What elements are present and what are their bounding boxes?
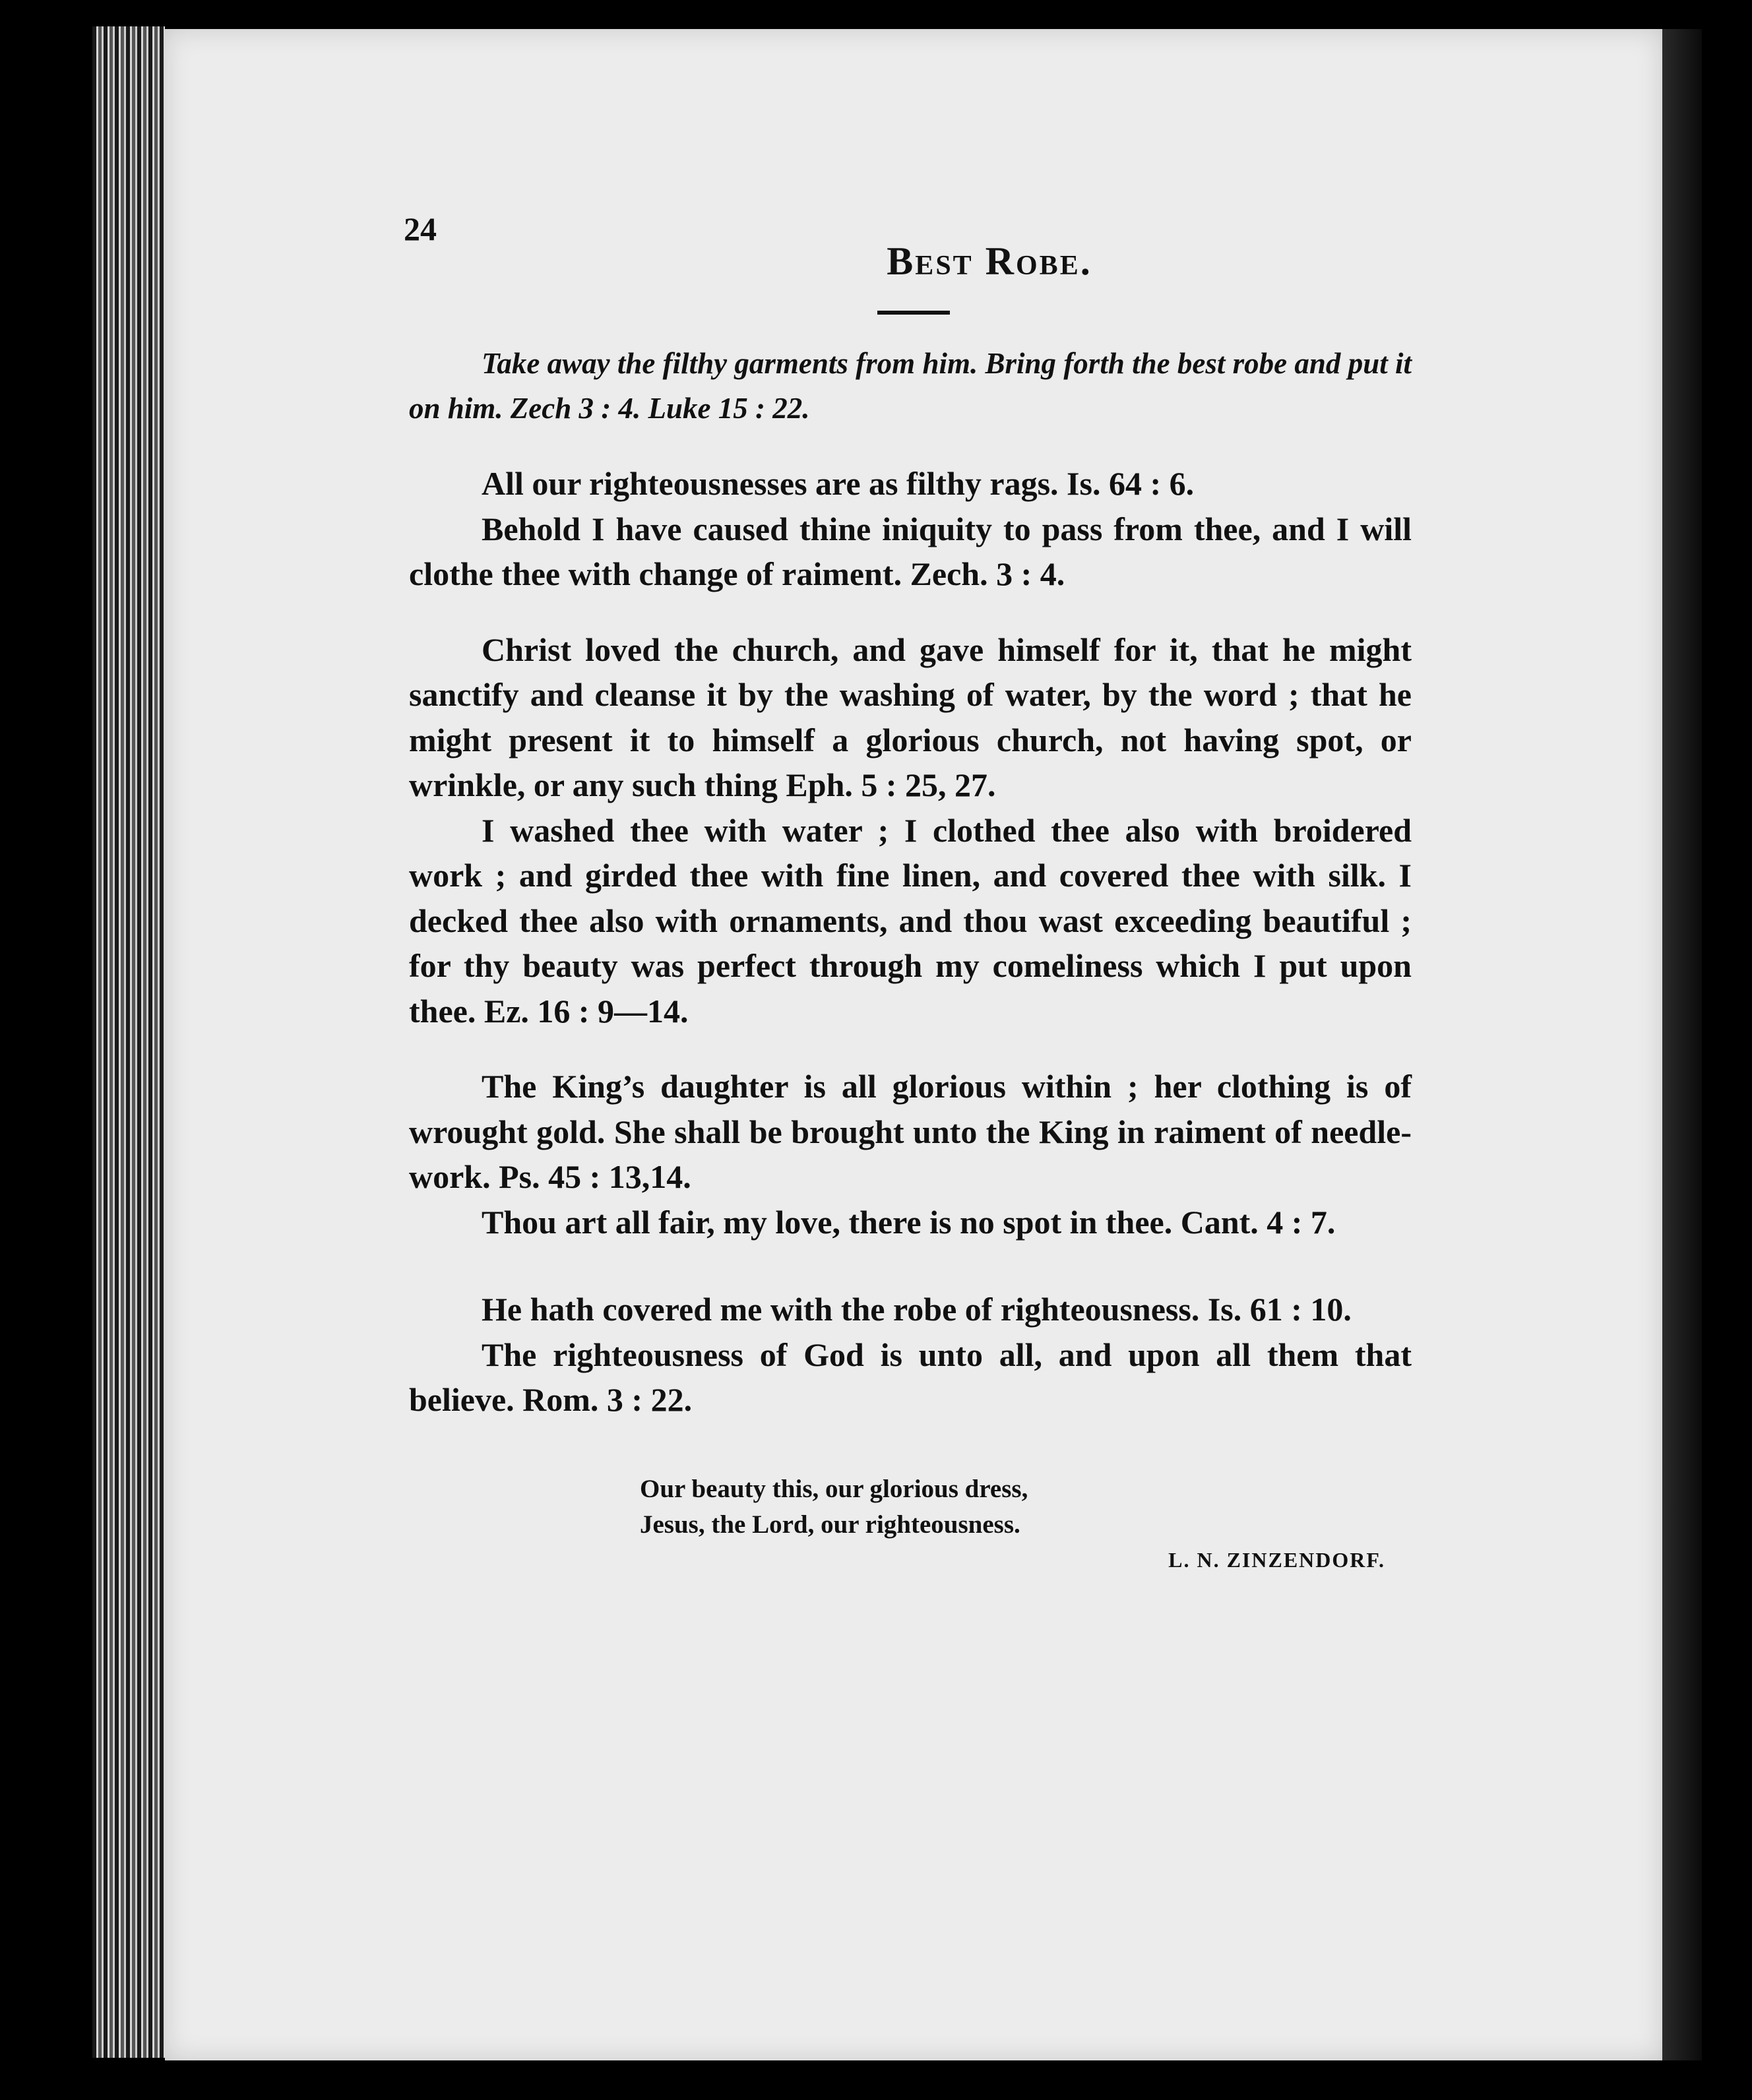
passage-change-of-raiment: Behold I have caused thine iniquity to pass from thee, and I will clothe thee with change of raiment. Zech. 3 : 4. — [409, 510, 1412, 592]
title-rule — [877, 311, 950, 315]
binding-shadow — [1662, 29, 1702, 2060]
passage-righteousness-of-god: The righteousness of God is unto all, and upon all them that believe. Rom. 3 : 22. — [409, 1336, 1412, 1418]
page-title: Best Robe. — [887, 239, 1092, 283]
poem-line: Jesus, the Lord, our righteousness. — [640, 1510, 1020, 1539]
passage-robe-of-righteousness: He hath covered me with the robe of righteousness. Is. 61 : 10. — [482, 1291, 1352, 1328]
passage-filthy-rags: All our righteousnesses are as filthy rags. Is. 64 : 6. — [482, 465, 1195, 502]
page-edges — [92, 26, 165, 2058]
poem-attribution: L. N. ZINZENDORF. — [1168, 1547, 1385, 1572]
page-content — [409, 198, 1412, 1572]
epigraph: Take away the filthy garments from him. Bring forth the best robe and put it on him. Zech 3 : 4. Luke 15 : 22. — [409, 347, 1412, 425]
passage-christ-loved-church: Christ loved the church, and gave himself for it, that he might sanctify and cleanse it by the washing of water, by the word ; that he might present it to himself a glorious church, not having spot, or wrinkle, or any such thing Eph. 5 : 25, 27. — [409, 631, 1412, 803]
passage-washed-thee: I washed thee with water ; I clothed thee also with broidered work ; and girded thee with fine linen, and covered thee with silk. I decked thee also with ornaments, and thou wast exceeding beautiful ; for thy beauty was perfect through my comeliness which I put upon thee. Ez. 16 : 9—14. — [409, 811, 1412, 1030]
page-number: 24 — [404, 210, 437, 247]
passage-all-fair: Thou art all fair, my love, there is no spot in thee. Cant. 4 : 7. — [482, 1203, 1336, 1241]
poem — [640, 1471, 1412, 1543]
passage-kings-daughter: The King’s daughter is all glorious within ; her clothing is of wrought gold. She shall be brought unto the King in raiment of needle-work. Ps. 45 : 13,14. — [409, 1068, 1412, 1195]
poem-line: Our beauty this, our glorious dress, — [640, 1474, 1028, 1503]
